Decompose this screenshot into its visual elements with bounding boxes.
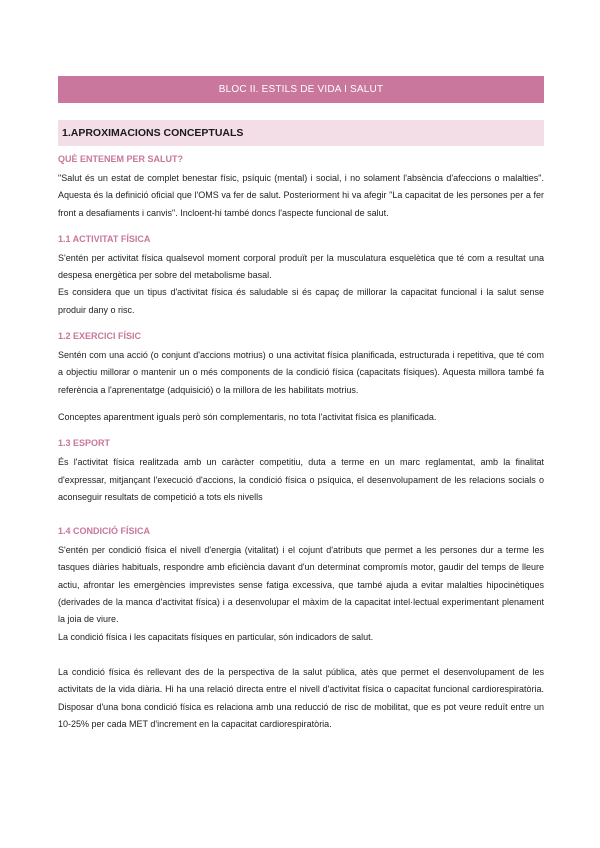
document-body <box>58 152 544 733</box>
heading-activitat-fisica: 1.1 ACTIVITAT FÍSICA <box>58 233 151 244</box>
heading-salut: QUÈ ENTENEM PER SALUT? <box>58 154 184 164</box>
paragraph-activitat-1: S'entén per activitat física qualsevol moment corporal produït per la musculatura esquelètica que té com a resultat una despesa energètica per sobre del metabolisme basal. <box>58 252 544 281</box>
paragraph-condicio-3: La condició física és rellevant des de la perspectiva de la salut pública, atès que permet el desenvolupament de les activitats de la vida diària. Hi ha una relació directa entre el nivell d'activitat física o capacitat funcional cardiorespiratòria. Disposar d'una bona condició física es relaciona amb una reducció de risc de mobilitat, que es pot veure reduït entre un 10-25% per cada MET d'increment en la capacitat cardiorespiratòria. <box>58 666 544 729</box>
paragraph-condicio-2: La condició física i les capacitats físiques en particular, són indicadors de salut. <box>58 631 374 642</box>
heading-condicio-fisica: 1.4 CONDICIÓ FÍSICA <box>58 526 151 537</box>
paragraph-salut: "Salut és un estat de complet benestar físic, psíquic (mental) i social, i no solament l'absència d'afeccions o malalties". Aquesta és la definició oficial que l'OMS va fer de salut. Posteriorment hi va afegir "La capacitat de les persones per a fer front a desafiaments i canvis". Incloent-hi també doncs l'aspecte funcional de salut. <box>58 173 544 218</box>
section-title: 1.APROXIMACIONS CONCEPTUALS <box>58 120 544 146</box>
paragraph-activitat-2: Es considera que un tipus d'activitat física és saludable si és capaç de millorar la capacitat funcional i la salut sense produir dany o risc. <box>58 287 544 315</box>
paragraph-exercici-2: Conceptes aparentment iguals però són complementaris, no tota l'activitat física es planificada. <box>58 411 437 422</box>
heading-exercici-fisic: 1.2 EXERCICI FÍSIC <box>58 331 142 342</box>
heading-esport: 1.3 ESPORT <box>58 438 111 449</box>
paragraph-esport: És l'activitat física realitzada amb un caràcter competitiu, duta a terme en un marc reglamentat, amb la finalitat d'expressar, mitjançant l'execució d'accions, la condició física o psíquica, el desenvolupament de les relacions socials o aconseguir resultats de competició a tots els nivells <box>58 457 544 502</box>
paragraph-condicio-1: S'entén per condició física el nivell d'energia (vitalitat) i el cojunt d'atributs que permet a les persones dur a terme les tasques diàries habituals, respondre amb eficiència davant d'un determinat compromís motor, gaudir del temps de lleure actiu, afrontar les emergències imprevistes sense fatiga excessiva, que també ajuda a evitar malalties hipocinètiques (derivades de la manca d'activitat física) i a desenvolupar el màxim de la capacitat intel·lectual experimentant plenament la joia de viure. <box>58 545 544 625</box>
paragraph-exercici-1: Sentén com una acció (o conjunt d'accions motrius) o una activitat física planificada, estructurada i repetitiva, que té com a objectiu millorar o mantenir un o més components de la condició física (capacitats físiques). Aquesta millora també fa referència a l'aprenentatge (adquisició) o la millora de les habilitats motrius. <box>58 350 544 395</box>
bloc-title: BLOC II. ESTILS DE VIDA I SALUT <box>58 76 544 103</box>
